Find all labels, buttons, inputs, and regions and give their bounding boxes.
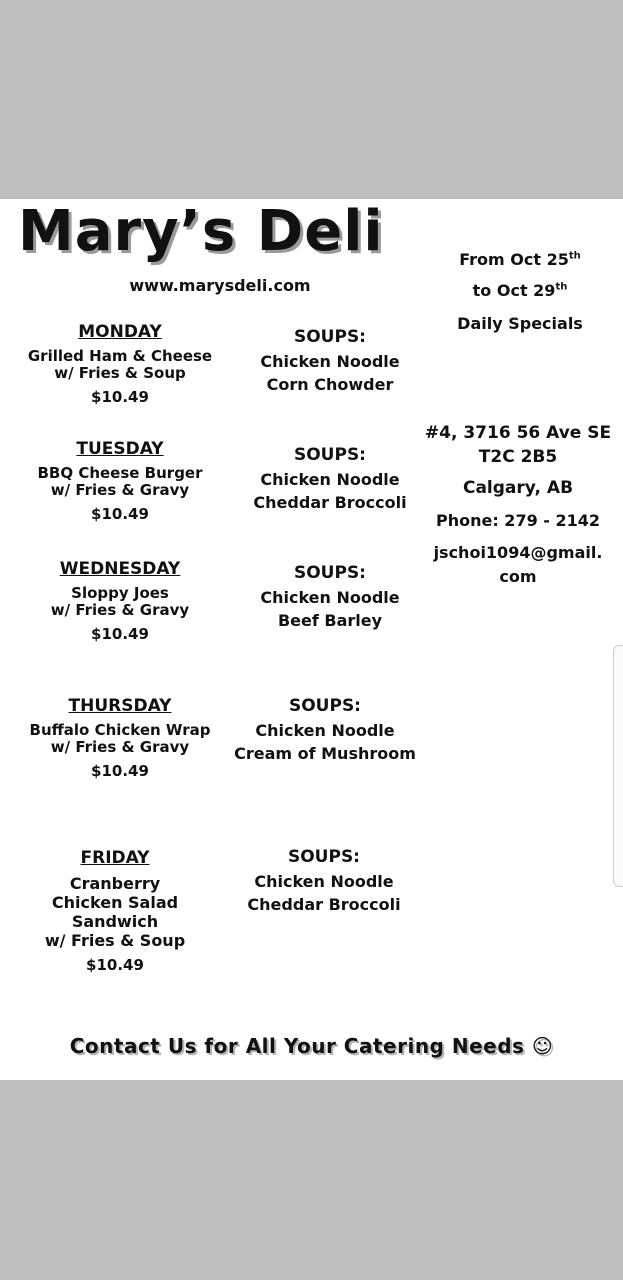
day-name: FRIDAY [80, 848, 150, 868]
soups-thursday [232, 696, 418, 763]
menu-flyer [0, 199, 623, 1080]
scrollbar-handle[interactable] [613, 645, 623, 887]
soup-item: Chicken Noodle [260, 352, 400, 371]
soups-tuesday [240, 445, 420, 512]
soups-heading: SOUPS: [287, 847, 360, 867]
day-price: $10.49 [91, 625, 149, 643]
day-name: THURSDAY [68, 696, 172, 716]
day-name: TUESDAY [76, 439, 164, 459]
soups-wednesday [240, 563, 420, 630]
soup-item: Chicken Noodle [254, 872, 394, 891]
deli-title: Mary’s Deli [18, 199, 384, 264]
soup-item: Cream of Mushroom [234, 744, 416, 763]
email-line1: jschoi1094@gmail. [433, 543, 603, 562]
day-price: $10.49 [91, 762, 149, 780]
day-item: BBQ Cheese Burger w/ Fries & Gravy [37, 464, 203, 499]
daily-specials-label: Daily Specials [457, 314, 583, 333]
day-item: Cranberry Chicken Salad Sandwich w/ Fries & Soup [44, 874, 186, 950]
soup-item: Beef Barley [277, 611, 383, 630]
soup-item: Cheddar Broccoli [247, 895, 401, 914]
day-item: Grilled Ham & Cheese w/ Fries & Soup [27, 347, 213, 382]
soups-heading: SOUPS: [293, 445, 366, 465]
special-monday [10, 322, 230, 406]
special-tuesday [10, 439, 230, 523]
soups-heading: SOUPS: [293, 563, 366, 583]
soups-heading: SOUPS: [288, 696, 361, 716]
day-price: $10.49 [91, 388, 149, 406]
soup-item: Chicken Noodle [260, 588, 400, 607]
day-name: WEDNESDAY [59, 559, 181, 579]
special-thursday [10, 696, 230, 780]
soup-item: Chicken Noodle [255, 721, 395, 740]
soup-item: Cheddar Broccoli [253, 493, 407, 512]
email-line2: com [499, 567, 537, 586]
address-city: Calgary, AB [462, 478, 574, 498]
day-name: MONDAY [78, 322, 162, 342]
day-price: $10.49 [91, 505, 149, 523]
soup-item: Chicken Noodle [260, 470, 400, 489]
day-item: Buffalo Chicken Wrap w/ Fries & Gravy [29, 721, 211, 756]
soups-monday [240, 327, 420, 394]
phone-number: Phone: 279 - 2142 [435, 511, 601, 530]
catering-footer: Contact Us for All Your Catering Needs ☺ [69, 1034, 554, 1058]
date-from: From Oct 25th [459, 250, 581, 269]
day-price: $10.49 [86, 956, 144, 974]
website-url: www.marysdeli.com [129, 276, 311, 295]
address-line2: T2C 2B5 [478, 447, 558, 467]
date-to: to Oct 29th [472, 281, 568, 300]
soup-item: Corn Chowder [266, 375, 394, 394]
address-line1: #4, 3716 56 Ave SE [424, 423, 612, 443]
special-wednesday [10, 559, 230, 643]
day-item: Sloppy Joes w/ Fries & Gravy [50, 584, 190, 619]
soups-friday [234, 847, 414, 914]
special-friday [5, 848, 225, 974]
soups-heading: SOUPS: [293, 327, 366, 347]
